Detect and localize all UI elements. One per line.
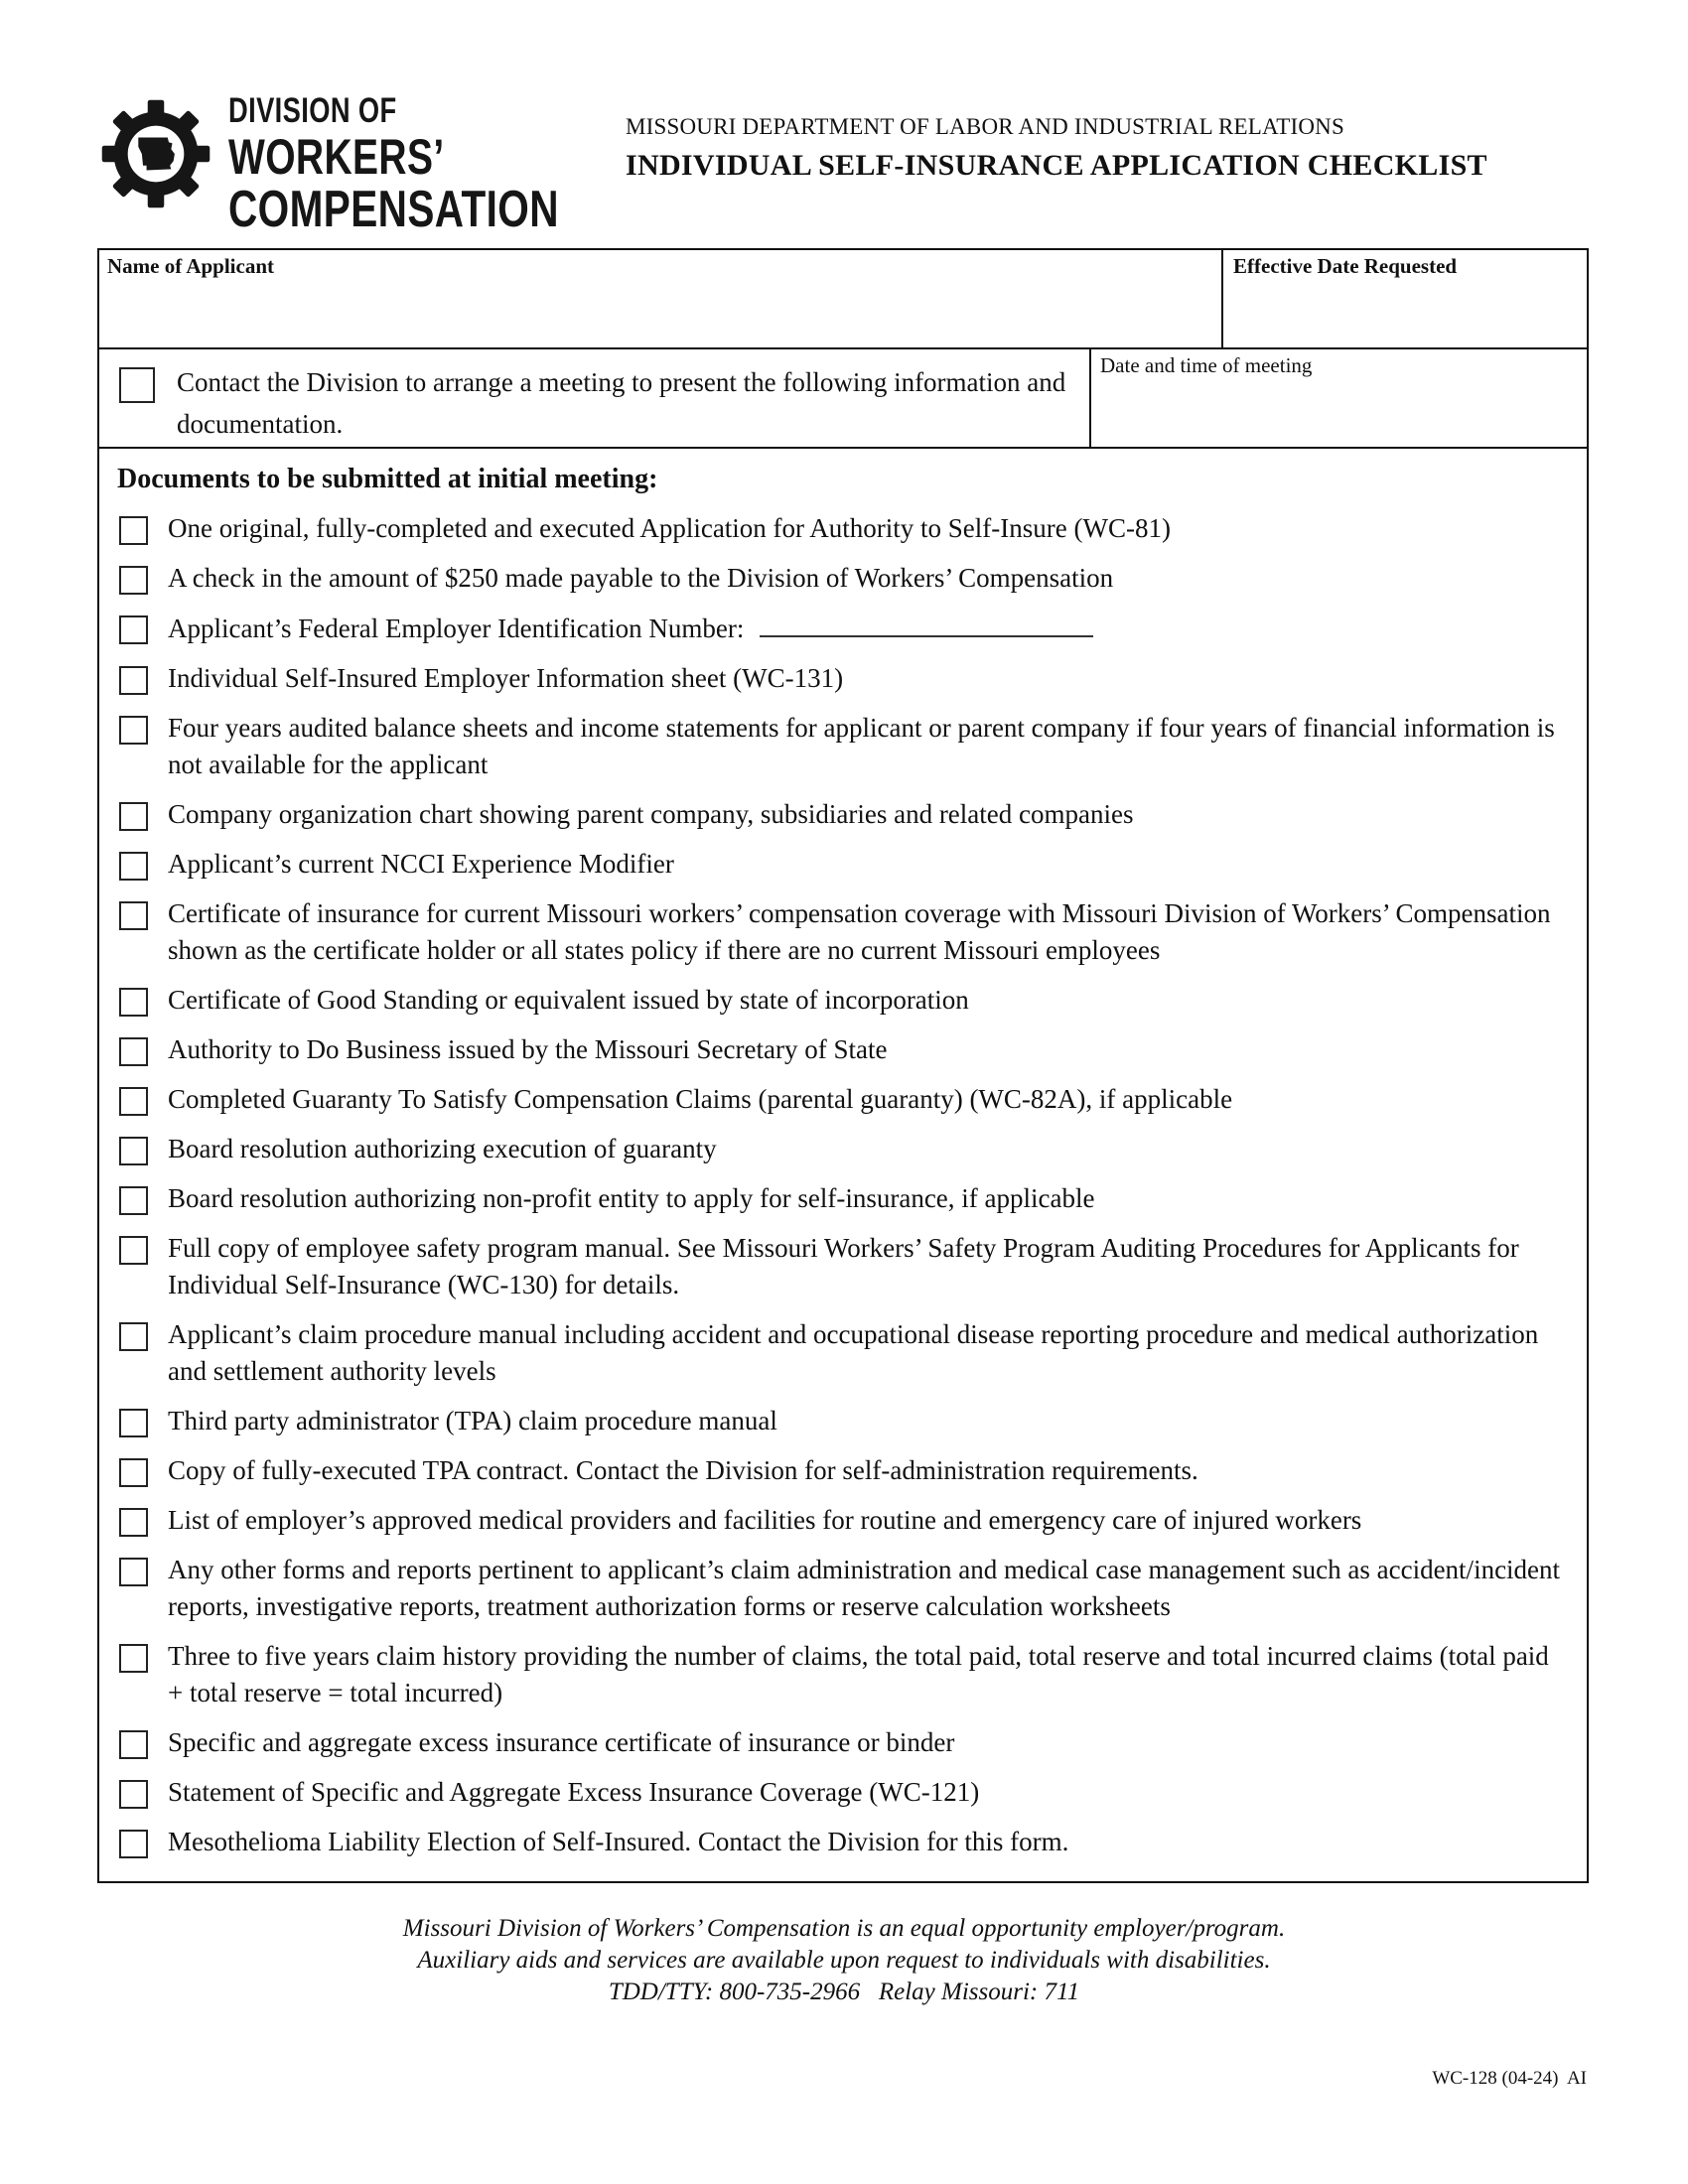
list-item xyxy=(119,1638,1569,1711)
item-text: Four years audited balance sheets and income statements for applicant or parent company if four years of financial information is not available for the applicant xyxy=(168,713,1555,779)
list-item xyxy=(119,982,1569,1019)
form-number: WC-128 (04-24) AI xyxy=(1432,2068,1587,2089)
footer-line-3: TDD/TTY: 800-735-2966 Relay Missouri: 711 xyxy=(608,1979,1080,2005)
item-checkbox[interactable] xyxy=(119,1780,148,1809)
logo-line-workers: WORKERS’ xyxy=(228,129,445,185)
contact-division-checkbox[interactable] xyxy=(119,367,155,403)
item-text: Certificate of insurance for current Missouri workers’ compensation coverage with Missouri Division of Workers’ Compensation shown as the certificate holder or all states policy if there are no current Missouri employees xyxy=(168,898,1551,965)
item-text: Full copy of employee safety program manual. See Missouri Workers’ Safety Program Auditing Procedures for Applicants for Individual Self-Insurance (WC-130) for details. xyxy=(168,1233,1519,1299)
logo-wordmark xyxy=(228,91,559,238)
list-item xyxy=(119,1180,1569,1217)
item-checkbox[interactable] xyxy=(119,1137,148,1165)
documents-checklist xyxy=(119,510,1569,1873)
effective-date-field[interactable] xyxy=(1227,280,1585,343)
list-item xyxy=(119,1403,1569,1439)
fein-input-line[interactable] xyxy=(760,610,1093,637)
item-text: One original, fully-completed and executed Application for Authority to Self-Insure (WC-81) xyxy=(168,513,1171,543)
item-text: Completed Guaranty To Satisfy Compensation Claims (parental guaranty) (WC-82A), if applicable xyxy=(168,1084,1233,1114)
item-checkbox[interactable] xyxy=(119,1458,148,1487)
list-item xyxy=(119,610,1569,647)
item-checkbox[interactable] xyxy=(119,1186,148,1215)
item-text: Copy of fully-executed TPA contract. Contact the Division for self-administration requirements. xyxy=(168,1455,1198,1485)
list-item xyxy=(119,1316,1569,1390)
page-title: INDIVIDUAL SELF-INSURANCE APPLICATION CHECKLIST xyxy=(626,149,1487,182)
item-checkbox[interactable] xyxy=(119,802,148,831)
item-text: Third party administrator (TPA) claim procedure manual xyxy=(168,1406,777,1435)
item-text: List of employer’s approved medical providers and facilities for routine and emergency care of injured workers xyxy=(168,1505,1362,1535)
list-item xyxy=(119,846,1569,883)
item-checkbox[interactable] xyxy=(119,716,148,745)
divider xyxy=(99,447,1587,449)
list-item xyxy=(119,1724,1569,1761)
item-text: Company organization chart showing parent company, subsidiaries and related companies xyxy=(168,799,1134,829)
footer-line-2: Auxiliary aids and services are available upon request to individuals with disabilities. xyxy=(417,1947,1271,1974)
list-item xyxy=(119,1774,1569,1811)
item-checkbox[interactable] xyxy=(119,988,148,1017)
item-checkbox[interactable] xyxy=(119,1236,148,1265)
item-text: Statement of Specific and Aggregate Excess Insurance Coverage (WC-121) xyxy=(168,1777,980,1807)
item-checkbox[interactable] xyxy=(119,615,148,644)
list-item xyxy=(119,1824,1569,1860)
item-text: Individual Self-Insured Employer Information sheet (WC-131) xyxy=(168,663,844,693)
item-checkbox[interactable] xyxy=(119,1730,148,1759)
list-item xyxy=(119,560,1569,597)
item-checkbox[interactable] xyxy=(119,1037,148,1066)
fein-label: Applicant’s Federal Employer Identification Number: xyxy=(168,614,745,643)
list-item xyxy=(119,510,1569,547)
documents-heading: Documents to be submitted at initial meeting: xyxy=(117,464,658,494)
item-checkbox[interactable] xyxy=(119,566,148,595)
contact-division-text: Contact the Division to arrange a meeting to present the following information and documentation. xyxy=(177,367,1066,439)
item-text: Certificate of Good Standing or equivalent issued by state of incorporation xyxy=(168,985,969,1015)
divider xyxy=(1089,348,1091,448)
list-item xyxy=(119,1452,1569,1489)
list-item xyxy=(119,1031,1569,1068)
item-checkbox[interactable] xyxy=(119,1644,148,1673)
item-text: Board resolution authorizing non-profit entity to apply for self-insurance, if applicable xyxy=(168,1183,1095,1213)
item-checkbox[interactable] xyxy=(119,1508,148,1537)
item-checkbox[interactable] xyxy=(119,666,148,695)
divider xyxy=(99,347,1587,349)
item-checkbox[interactable] xyxy=(119,1558,148,1586)
item-text: Board resolution authorizing execution of guaranty xyxy=(168,1134,717,1163)
item-text: Mesothelioma Liability Election of Self-Insured. Contact the Division for this form. xyxy=(168,1827,1069,1856)
checklist-form xyxy=(97,248,1589,1883)
list-item xyxy=(119,1081,1569,1118)
list-item xyxy=(119,1502,1569,1539)
item-checkbox[interactable] xyxy=(119,852,148,881)
list-item xyxy=(119,1552,1569,1625)
divider xyxy=(1221,250,1223,348)
list-item xyxy=(119,1230,1569,1303)
list-item xyxy=(119,660,1569,697)
item-text: Applicant’s claim procedure manual including accident and occupational disease reporting procedure and medical authorization and settlement authority levels xyxy=(168,1319,1539,1386)
footer-line-1: Missouri Division of Workers’ Compensation is an equal opportunity employer/program. xyxy=(402,1915,1286,1942)
list-item xyxy=(119,710,1569,783)
item-checkbox[interactable] xyxy=(119,516,148,545)
list-item xyxy=(119,1131,1569,1167)
item-text: Authority to Do Business issued by the Missouri Secretary of State xyxy=(168,1034,888,1064)
item-checkbox[interactable] xyxy=(119,1409,148,1437)
meeting-date-label: Date and time of meeting xyxy=(1100,353,1313,377)
item-text: Any other forms and reports pertinent to applicant’s claim administration and medical case management such as accident/incident reports, investigative reports, treatment authorization forms or reserve calculation worksheets xyxy=(168,1555,1561,1621)
department-name: MISSOURI DEPARTMENT OF LABOR AND INDUSTRIAL RELATIONS xyxy=(626,114,1344,139)
item-text xyxy=(168,610,1568,647)
item-text: Three to five years claim history providing the number of claims, the total paid, total reserve and total incurred claims (total paid + total reserve = total incurred) xyxy=(168,1641,1549,1707)
item-checkbox[interactable] xyxy=(119,1087,148,1116)
item-checkbox[interactable] xyxy=(119,1322,148,1351)
item-text: Specific and aggregate excess insurance certificate of insurance or binder xyxy=(168,1727,955,1757)
meeting-date-field[interactable] xyxy=(1096,381,1583,443)
name-of-applicant-label: Name of Applicant xyxy=(107,254,274,278)
list-item xyxy=(119,796,1569,833)
logo-line-compensation: COMPENSATION xyxy=(228,181,559,238)
gear-missouri-icon xyxy=(97,95,214,212)
item-text: Applicant’s current NCCI Experience Modifier xyxy=(168,849,674,879)
name-of-applicant-field[interactable] xyxy=(103,280,1215,343)
item-checkbox[interactable] xyxy=(119,901,148,930)
division-logo xyxy=(97,91,594,238)
footer-notice xyxy=(0,1913,1688,2008)
logo-line-division: DIVISION OF xyxy=(228,91,397,130)
item-text: A check in the amount of $250 made payable to the Division of Workers’ Compensation xyxy=(168,563,1114,593)
effective-date-label: Effective Date Requested xyxy=(1233,254,1458,278)
list-item xyxy=(119,895,1569,969)
item-checkbox[interactable] xyxy=(119,1830,148,1858)
